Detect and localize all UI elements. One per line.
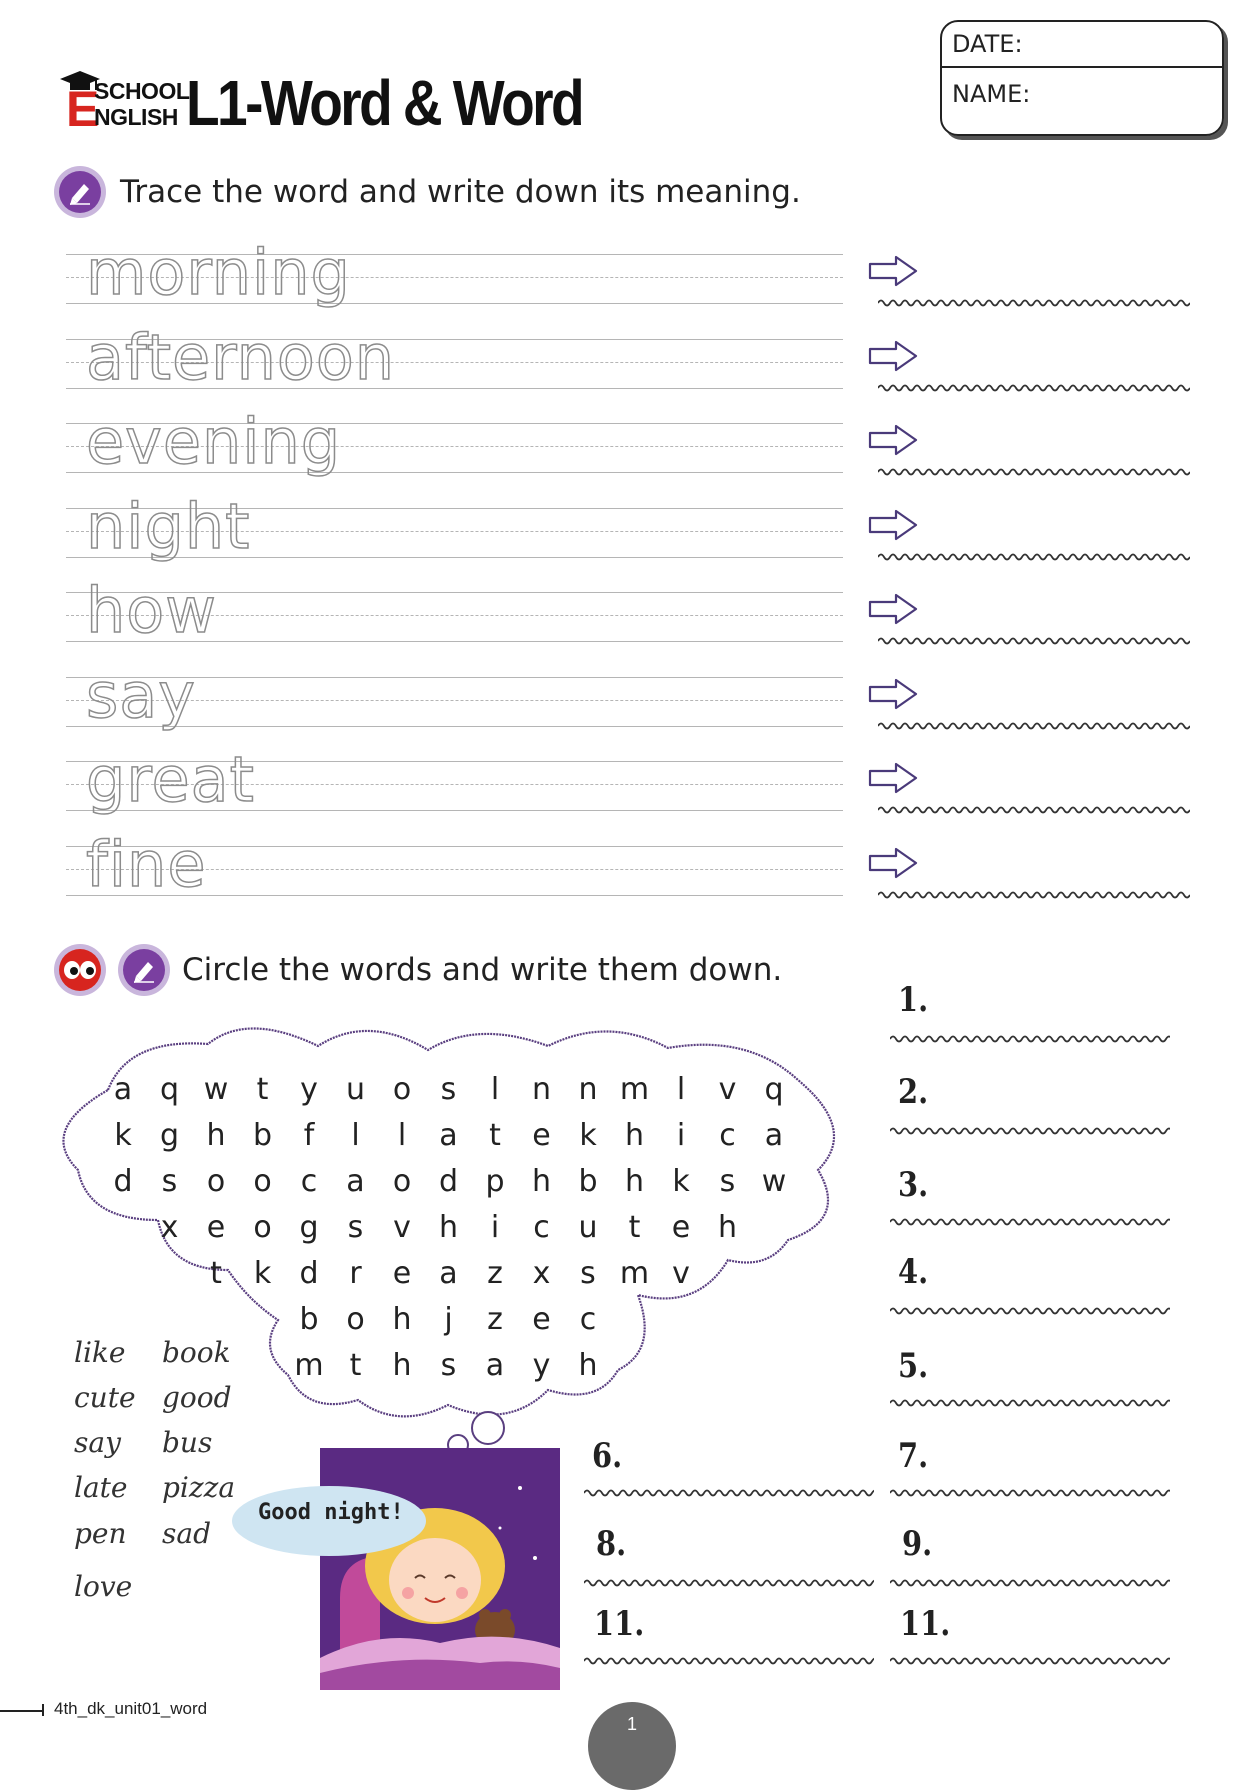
grid-letter[interactable]: o [346,1302,365,1337]
footer-filename: 4th_dk_unit01_word [54,1699,208,1718]
answer-write-line[interactable] [584,1576,874,1588]
grid-letter[interactable]: i [676,1118,686,1153]
meaning-answer-line[interactable] [878,381,1190,393]
grid-letter[interactable]: s [440,1348,457,1383]
grid-letter[interactable]: e [532,1118,551,1153]
grid-letter[interactable]: a [346,1164,365,1199]
grid-letter[interactable]: f [303,1118,315,1153]
date-box-divider [942,66,1222,68]
grid-letter[interactable]: y [300,1072,318,1107]
page-title: L1-Word & Word [186,67,583,139]
grid-letter[interactable]: i [490,1210,500,1245]
answer-write-line[interactable] [890,1576,1170,1588]
grid-letter[interactable]: t [349,1348,362,1383]
grid-letter[interactable]: b [299,1302,319,1337]
grid-letter[interactable]: l [490,1072,500,1107]
sleeping-girl-illustration [320,1448,560,1690]
grid-letter[interactable]: c [533,1210,550,1245]
grid-letter[interactable]: t [256,1072,269,1107]
grid-letter[interactable]: h [717,1210,737,1245]
meaning-answer-line[interactable] [878,803,1190,815]
grid-letter[interactable]: d [299,1256,319,1291]
grid-letter[interactable]: x [160,1210,179,1245]
arrow-right-icon [866,846,920,880]
grid-letter[interactable]: q [764,1072,784,1107]
word-bank-item: like [74,1336,126,1369]
grid-letter[interactable]: m [294,1348,324,1383]
grid-letter[interactable]: s [719,1164,736,1199]
grid-letter[interactable]: a [764,1118,784,1153]
answer-number: 8. [596,1524,627,1564]
grid-letter[interactable]: b [578,1164,598,1199]
grid-letter[interactable]: a [439,1118,458,1153]
eyes-icon [54,944,106,996]
trace-row [66,827,843,936]
page-number: 1 [626,1714,637,1734]
trace-word[interactable]: fine [86,827,207,901]
arrow-right-icon [866,423,920,457]
answer-number: 4. [898,1252,929,1292]
grid-letter[interactable]: x [532,1256,551,1291]
answer-number: 11. [900,1604,951,1644]
grid-letter[interactable]: l [397,1118,407,1153]
grid-letter[interactable]: s [440,1072,457,1107]
word-bank-item: pizza [162,1471,236,1504]
answer-number: 3. [898,1165,929,1205]
grid-letter[interactable]: k [253,1256,272,1291]
trace-word[interactable]: say [86,658,196,732]
footer-tick [42,1704,44,1716]
grid-letter[interactable]: l [676,1072,686,1107]
date-name-box [940,20,1224,136]
grid-letter[interactable]: u [578,1210,598,1245]
grid-letter[interactable]: v [393,1210,411,1245]
grid-letter[interactable]: h [578,1348,598,1383]
answer-number: 11. [594,1604,645,1644]
arrow-right-icon [866,254,920,288]
grid-letter[interactable]: o [253,1164,272,1199]
word-bank-item: love [74,1570,133,1603]
grid-letter[interactable]: c [719,1118,736,1153]
grid-letter[interactable]: o [392,1164,412,1199]
grid-letter[interactable]: o [253,1210,272,1245]
logo-school-text: SCHOOL [94,78,190,104]
trace-instruction: Trace the word and write down its meaning. [120,174,801,210]
meaning-answer-line[interactable] [878,550,1190,562]
footer-rule [0,1710,42,1712]
grid-letter[interactable]: k [672,1164,690,1199]
trace-word[interactable]: afternoon [86,320,396,394]
grid-letter[interactable]: g [159,1118,180,1153]
grid-letter[interactable]: j [444,1302,453,1337]
grid-letter[interactable]: h [392,1302,412,1337]
grid-letter[interactable]: d [438,1164,459,1199]
grid-letter[interactable]: m [619,1256,650,1291]
answer-write-line[interactable] [890,1215,1170,1227]
grid-letter[interactable]: h [206,1118,226,1153]
grid-letter[interactable]: w [203,1072,229,1107]
grid-letter[interactable]: z [487,1302,503,1337]
answer-number: 9. [902,1524,933,1564]
grid-letter[interactable]: n [531,1072,551,1107]
grid-letter[interactable]: e [671,1210,691,1245]
grid-letter[interactable]: v [718,1072,737,1107]
trace-word[interactable]: night [86,489,251,563]
grid-letter[interactable]: l [351,1118,360,1153]
date-label: DATE: [952,30,1023,58]
pencil-icon [118,944,170,996]
grid-letter[interactable]: b [252,1118,273,1153]
grid-letter[interactable]: h [392,1348,412,1383]
grid-letter[interactable]: q [159,1072,180,1107]
answer-number: 7. [898,1436,929,1476]
answer-write-line[interactable] [890,1032,1170,1044]
trace-word[interactable]: evening [86,405,342,478]
grid-letter[interactable]: h [438,1210,458,1245]
name-label: NAME: [952,80,1031,108]
meaning-answer-line[interactable] [878,465,1190,477]
word-bank-item: late [74,1471,128,1504]
word-bank-item: pen [74,1517,127,1550]
answer-write-line[interactable] [890,1654,1170,1666]
answer-write-line[interactable] [890,1486,1170,1498]
meaning-answer-line[interactable] [878,888,1190,900]
grid-letter[interactable]: g [299,1210,319,1245]
grid-letter[interactable]: n [578,1072,598,1107]
grid-letter[interactable]: a [485,1348,505,1383]
answer-number: 1. [898,980,929,1020]
grid-letter[interactable]: v [672,1256,690,1291]
arrow-right-icon [866,339,920,373]
grid-letter[interactable]: k [114,1118,132,1153]
grid-letter[interactable]: a [113,1072,133,1107]
word-bank-item: say [74,1426,121,1459]
word-bank-item: sad [162,1517,211,1550]
meaning-answer-line[interactable] [878,719,1190,731]
grid-letter[interactable]: t [628,1210,641,1245]
grid-letter[interactable]: o [392,1072,412,1107]
grid-letter[interactable]: h [624,1118,644,1153]
word-bank-item: cute [74,1381,136,1414]
meaning-answer-line[interactable] [878,634,1190,646]
grid-letter[interactable]: h [531,1164,551,1199]
arrow-right-icon [866,592,920,626]
grid-letter[interactable]: t [210,1256,222,1291]
circle-instruction: Circle the words and write them down. [182,952,783,988]
grid-letter[interactable]: o [206,1164,226,1199]
grid-letter[interactable]: a [439,1256,458,1291]
grid-letter[interactable]: d [113,1164,133,1199]
word-bank-item: book [162,1336,231,1369]
answer-number: 6. [592,1436,623,1476]
speech-bubble-text: Good night! [258,1500,404,1525]
answer-number: 2. [898,1072,929,1112]
answer-write-line[interactable] [890,1124,1170,1136]
answer-write-line[interactable] [890,1304,1170,1316]
answer-write-line[interactable] [890,1396,1170,1408]
grid-letter[interactable]: e [392,1256,412,1291]
grid-letter[interactable]: t [489,1118,501,1153]
answer-number: 5. [898,1346,929,1386]
word-bank-item: bus [162,1426,213,1459]
grid-letter[interactable]: y [532,1348,551,1383]
grid-letter[interactable]: w [761,1164,787,1199]
arrow-right-icon [866,677,920,711]
trace-word[interactable]: morning [86,236,351,309]
grid-letter[interactable]: s [161,1164,178,1199]
grid-letter[interactable]: e [206,1210,226,1245]
grid-letter[interactable]: c [579,1302,597,1337]
grid-letter[interactable]: s [580,1256,596,1291]
grid-letter[interactable]: h [624,1164,644,1199]
answer-write-line[interactable] [584,1654,874,1666]
grid-letter[interactable]: r [349,1256,362,1291]
grid-letter[interactable]: m [619,1072,650,1107]
grid-letter[interactable]: s [347,1210,364,1245]
word-bank-item: good [162,1381,232,1414]
grid-letter[interactable]: k [579,1118,597,1153]
pencil-icon [54,166,106,218]
grid-letter[interactable]: p [485,1164,505,1199]
arrow-right-icon [866,508,920,542]
grid-letter[interactable]: z [487,1256,503,1291]
trace-word[interactable]: how [86,574,217,647]
grid-letter[interactable]: u [345,1072,365,1107]
meaning-answer-line[interactable] [878,296,1190,308]
logo-letter-e: E [66,81,100,137]
grid-letter[interactable]: e [532,1302,551,1337]
grid-letter[interactable]: c [300,1164,318,1199]
answer-write-line[interactable] [584,1486,874,1498]
school-english-logo [58,70,190,137]
trace-word[interactable]: great [86,743,255,816]
arrow-right-icon [866,761,920,795]
logo-english-text: NGLISH [94,104,178,130]
